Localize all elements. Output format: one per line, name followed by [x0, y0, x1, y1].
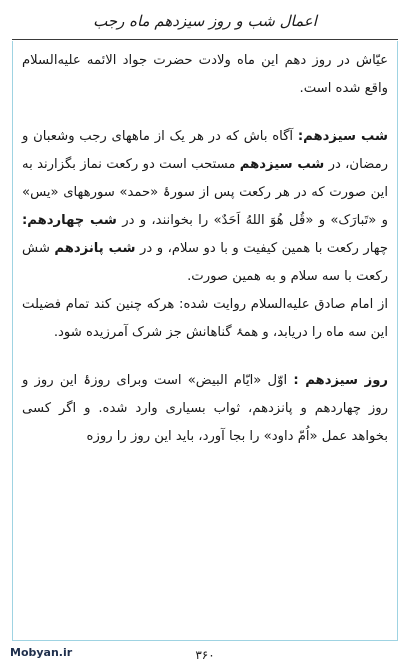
heading-day-13: روز سیزدهم :	[293, 373, 388, 388]
header-divider	[12, 39, 398, 40]
site-watermark[interactable]: Mobyan.ir	[10, 646, 73, 659]
heading-night-13: شب سیزدهم:	[297, 129, 388, 144]
paragraph-birth-note: عیّاش در روز دهم این ماه ولادت حضرت جواد الائمه علیه‌السلام واقع شده است.	[22, 53, 388, 96]
paragraph-day-13: روز سیزدهم : اوّل «ایّام البیض» است وبرای روزۂ این روز و روز چهاردهم و پانزدهم، ثواب بسیاری وارد شده. و اگر کسی بخواهد عمل «اُمّ داود» را بجا آورد، باید این روز را روزه	[22, 373, 388, 444]
page-number: ۳۶۰	[195, 648, 215, 662]
footer-divider	[12, 640, 398, 641]
page-title: اعمال شب و روز سیزدهم ماه رجب	[93, 12, 317, 30]
paragraph-night-13: شب سیزدهم: آگاه باش که در هر یک از ماههای رجب وشعبان و رمضان، در شب سیزدهم مستحب است دو رکعت نماز بگزارند به این صورت که در هر رکعت پس از سورۂ «حمد» سورههای «یس» و «تَبارَک» و «قُل هُوَ اللهُ اَحَدٌ» را بخوانند، و در شب چهاردهم: چهار رکعت با همین کیفیت و با دو سلام، و در شب پانزدهم شش رکعت با سه سلام و به همین صورت.	[22, 129, 389, 284]
page-header	[0, 6, 410, 42]
page-body	[22, 47, 388, 451]
paragraph-imam-sadiq: از امام صادق علیه‌السلام روایت شده: هرکه چنین کند تمام فضیلت این سه ماه را دریابد، و همۂ گناهانش جز شرک آمرزیده شود.	[22, 297, 388, 340]
